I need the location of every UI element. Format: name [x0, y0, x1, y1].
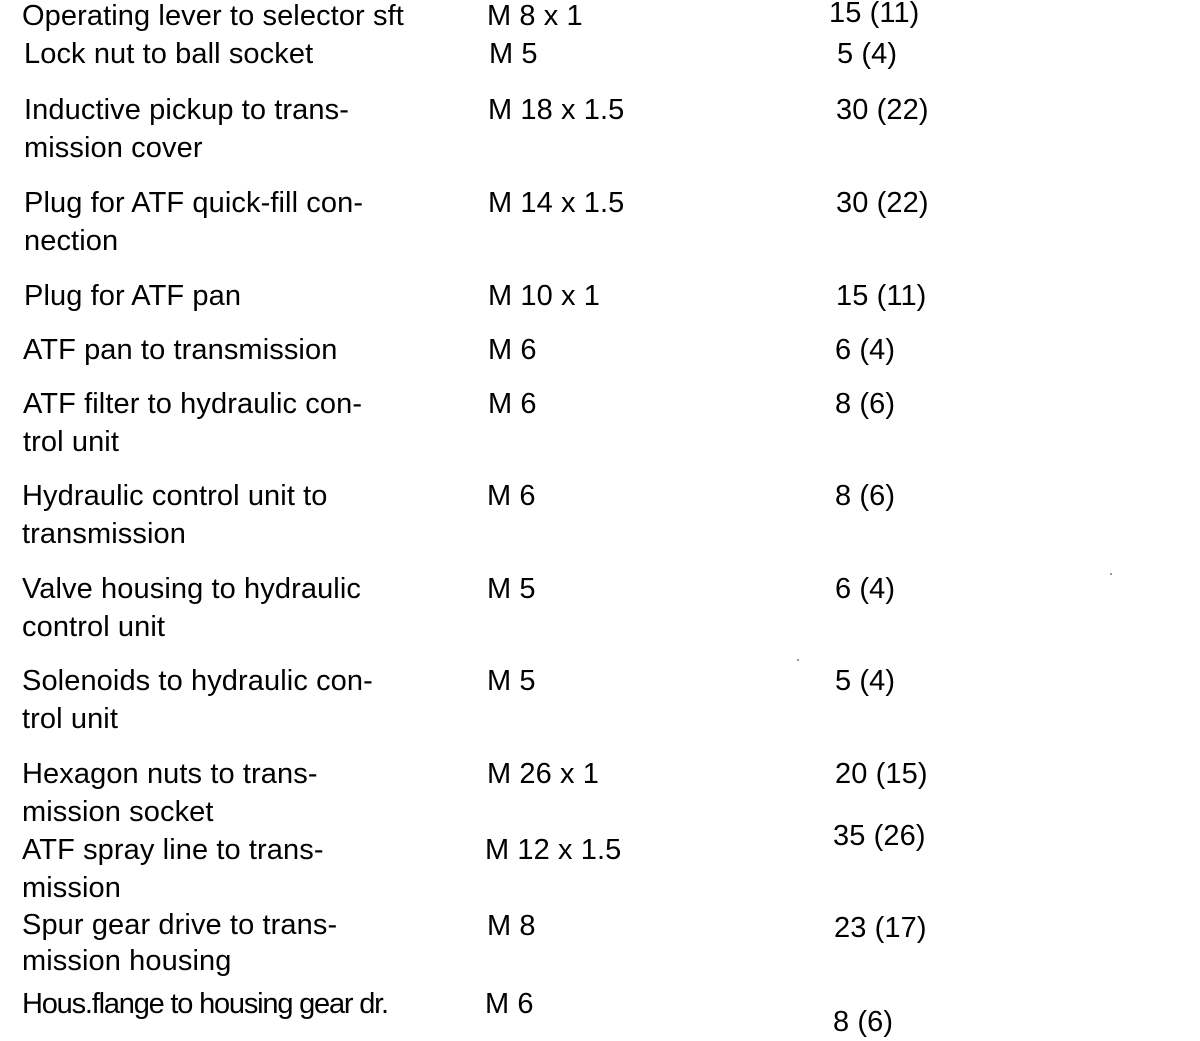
description-line: transmission	[22, 518, 186, 550]
row-thread-size: M 8	[487, 910, 536, 942]
row-torque-value: 15 (11)	[836, 280, 927, 312]
row-description	[23, 331, 337, 369]
description-line: Hexagon nuts to trans-	[22, 758, 318, 790]
row-torque-value: 35 (26)	[833, 820, 926, 852]
description-line: mission cover	[24, 132, 203, 164]
description-line: Plug for ATF quick-fill con-	[24, 187, 364, 219]
row-torque-value: 20 (15)	[835, 758, 928, 790]
description-line: Hous.flange to housing gear dr.	[22, 988, 388, 1020]
description-line: Hydraulic control unit to	[22, 480, 328, 512]
description-line: mission housing	[22, 945, 232, 977]
description-line: trol unit	[22, 703, 118, 735]
row-description	[22, 755, 318, 831]
description-line: ATF filter to hydraulic con-	[23, 388, 363, 420]
description-line: Valve housing to hydraulic	[22, 573, 361, 605]
row-description	[22, 662, 373, 738]
description-line: mission	[22, 872, 121, 904]
row-description	[24, 184, 363, 260]
row-description	[22, 570, 361, 646]
row-thread-size: M 18 x 1.5	[488, 94, 625, 126]
row-thread-size: M 14 x 1.5	[488, 187, 625, 219]
scan-speck	[1110, 573, 1112, 575]
row-torque-value: 8 (6)	[835, 388, 896, 420]
row-thread-size: M 10 x 1	[488, 280, 601, 312]
row-thread-size: M 5	[487, 573, 536, 605]
row-torque-value: 8 (6)	[833, 1006, 894, 1038]
description-line: Inductive pickup to trans-	[24, 94, 349, 126]
description-line: trol unit	[23, 426, 119, 458]
description-line: ATF pan to transmission	[23, 334, 338, 366]
description-line: Plug for ATF pan	[24, 280, 242, 312]
description-line: Operating lever to selector sft	[22, 0, 404, 32]
row-description	[24, 91, 349, 167]
row-thread-size: M 8 x 1	[487, 0, 583, 32]
row-description	[23, 385, 362, 461]
row-description	[22, 985, 388, 1023]
row-description	[24, 277, 241, 315]
row-torque-value: 5 (4)	[835, 665, 896, 697]
row-thread-size: M 5	[487, 665, 536, 697]
description-line: Spur gear drive to trans-	[22, 909, 338, 941]
row-thread-size: M 6	[488, 334, 537, 366]
row-thread-size: M 5	[489, 38, 538, 70]
description-line: Lock nut to ball socket	[24, 38, 314, 70]
row-torque-value: 30 (22)	[836, 94, 929, 126]
row-torque-value: 30 (22)	[836, 187, 929, 219]
description-line: control unit	[22, 611, 166, 643]
row-torque-value: 6 (4)	[835, 334, 896, 366]
row-description	[22, 0, 404, 35]
row-thread-size: M 26 x 1	[487, 758, 600, 790]
scan-speck	[797, 659, 799, 661]
row-description	[24, 35, 313, 73]
row-torque-value: 15 (11)	[829, 0, 920, 29]
description-line: ATF spray line to trans-	[22, 834, 324, 866]
description-line: Solenoids to hydraulic con-	[22, 665, 373, 697]
row-description	[22, 831, 324, 907]
row-description	[22, 477, 328, 553]
row-thread-size: M 6	[485, 988, 534, 1020]
row-torque-value: 8 (6)	[835, 480, 896, 512]
row-torque-value: 23 (17)	[834, 912, 927, 944]
row-torque-value: 5 (4)	[837, 38, 898, 70]
row-thread-size: M 6	[487, 480, 536, 512]
description-line: mission socket	[22, 796, 214, 828]
row-torque-value: 6 (4)	[835, 573, 896, 605]
row-thread-size: M 12 x 1.5	[485, 834, 622, 866]
row-description	[22, 907, 337, 979]
description-line: nection	[24, 225, 119, 257]
row-thread-size: M 6	[488, 388, 537, 420]
